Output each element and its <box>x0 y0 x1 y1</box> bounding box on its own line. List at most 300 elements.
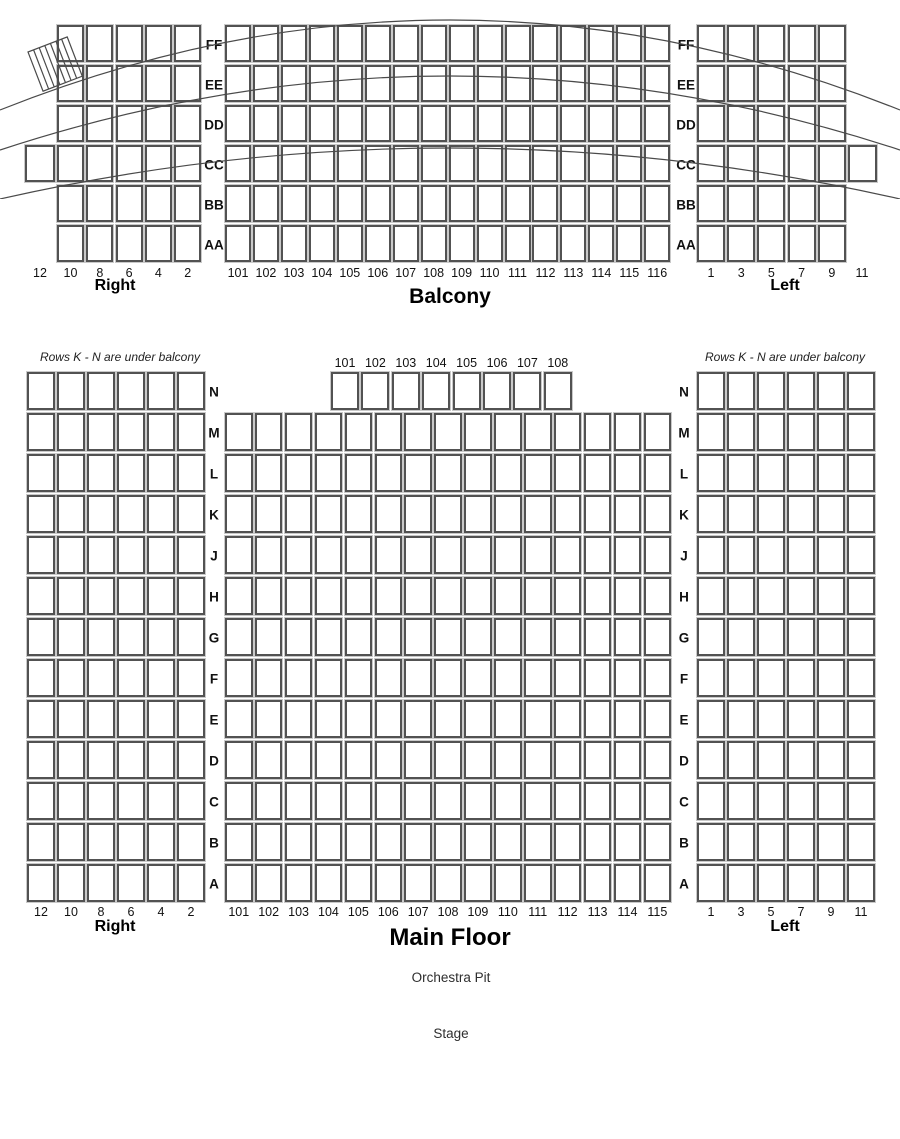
seat-main-G-114[interactable] <box>614 618 642 656</box>
seat-main-M-109[interactable] <box>464 413 492 451</box>
seat-main-B-9[interactable] <box>817 823 845 861</box>
seat-main-A-107[interactable] <box>404 864 432 902</box>
seat-main-E-1[interactable] <box>697 700 725 738</box>
seat-main-L-108[interactable] <box>434 454 462 492</box>
seat-main-M-102[interactable] <box>255 413 283 451</box>
seat-main-B-113[interactable] <box>584 823 612 861</box>
seat-balcony-AA-10[interactable] <box>57 225 84 262</box>
seat-main-F-9[interactable] <box>817 659 845 697</box>
seat-main-D-7[interactable] <box>787 741 815 779</box>
seat-main-H-102[interactable] <box>255 577 283 615</box>
seat-balcony-AA-102[interactable] <box>253 225 279 262</box>
seat-main-G-5[interactable] <box>757 618 785 656</box>
seat-main-E-115[interactable] <box>644 700 672 738</box>
seat-balcony-AA-114[interactable] <box>588 225 614 262</box>
seat-main-M-104[interactable] <box>315 413 343 451</box>
seat-main-E-8[interactable] <box>87 700 115 738</box>
seat-main-K-7[interactable] <box>787 495 815 533</box>
seat-main-H-1[interactable] <box>697 577 725 615</box>
seat-main-J-104[interactable] <box>315 536 343 574</box>
seat-main-C-103[interactable] <box>285 782 313 820</box>
seat-main-N-3[interactable] <box>727 372 755 410</box>
seat-main-M-114[interactable] <box>614 413 642 451</box>
seat-main-F-10[interactable] <box>57 659 85 697</box>
seat-main-D-10[interactable] <box>57 741 85 779</box>
seat-main-D-110[interactable] <box>494 741 522 779</box>
seat-main-A-114[interactable] <box>614 864 642 902</box>
seat-main-D-1[interactable] <box>697 741 725 779</box>
seat-main-G-101[interactable] <box>225 618 253 656</box>
seat-main-E-109[interactable] <box>464 700 492 738</box>
seat-main-E-105[interactable] <box>345 700 373 738</box>
seat-main-J-4[interactable] <box>147 536 175 574</box>
seat-main-K-105[interactable] <box>345 495 373 533</box>
seat-balcony-AA-111[interactable] <box>505 225 531 262</box>
seat-main-F-107[interactable] <box>404 659 432 697</box>
seat-main-F-11[interactable] <box>847 659 875 697</box>
seat-main-H-3[interactable] <box>727 577 755 615</box>
seat-balcony-AA-108[interactable] <box>421 225 447 262</box>
seat-main-N-105[interactable] <box>453 372 481 410</box>
seat-main-F-8[interactable] <box>87 659 115 697</box>
seat-main-A-115[interactable] <box>644 864 672 902</box>
seat-main-N-2[interactable] <box>177 372 205 410</box>
seat-main-L-7[interactable] <box>787 454 815 492</box>
seat-main-H-113[interactable] <box>584 577 612 615</box>
seat-main-A-101[interactable] <box>225 864 253 902</box>
seat-main-J-7[interactable] <box>787 536 815 574</box>
seat-main-M-101[interactable] <box>225 413 253 451</box>
seat-main-B-10[interactable] <box>57 823 85 861</box>
seat-main-L-112[interactable] <box>554 454 582 492</box>
seat-main-K-1[interactable] <box>697 495 725 533</box>
seat-main-K-8[interactable] <box>87 495 115 533</box>
seat-main-J-101[interactable] <box>225 536 253 574</box>
seat-main-F-104[interactable] <box>315 659 343 697</box>
seat-main-N-4[interactable] <box>147 372 175 410</box>
seat-main-L-9[interactable] <box>817 454 845 492</box>
seat-main-A-109[interactable] <box>464 864 492 902</box>
seat-main-E-9[interactable] <box>817 700 845 738</box>
seat-main-M-113[interactable] <box>584 413 612 451</box>
seat-main-A-8[interactable] <box>87 864 115 902</box>
seat-main-N-1[interactable] <box>697 372 725 410</box>
seat-main-M-1[interactable] <box>697 413 725 451</box>
seat-main-G-8[interactable] <box>87 618 115 656</box>
seat-main-G-105[interactable] <box>345 618 373 656</box>
seat-main-A-11[interactable] <box>847 864 875 902</box>
seat-main-E-103[interactable] <box>285 700 313 738</box>
seat-main-A-3[interactable] <box>727 864 755 902</box>
seat-main-A-103[interactable] <box>285 864 313 902</box>
seat-main-J-111[interactable] <box>524 536 552 574</box>
seat-main-E-101[interactable] <box>225 700 253 738</box>
seat-main-C-106[interactable] <box>375 782 403 820</box>
seat-main-D-108[interactable] <box>434 741 462 779</box>
seat-main-M-5[interactable] <box>757 413 785 451</box>
seat-main-D-4[interactable] <box>147 741 175 779</box>
seat-main-B-3[interactable] <box>727 823 755 861</box>
seat-main-K-115[interactable] <box>644 495 672 533</box>
seat-balcony-AA-110[interactable] <box>477 225 503 262</box>
seat-main-B-111[interactable] <box>524 823 552 861</box>
seat-main-H-111[interactable] <box>524 577 552 615</box>
seat-main-H-105[interactable] <box>345 577 373 615</box>
seat-balcony-AA-6[interactable] <box>116 225 143 262</box>
seat-main-J-109[interactable] <box>464 536 492 574</box>
seat-main-N-104[interactable] <box>422 372 450 410</box>
seat-main-H-7[interactable] <box>787 577 815 615</box>
seat-main-H-2[interactable] <box>177 577 205 615</box>
seat-main-B-2[interactable] <box>177 823 205 861</box>
seat-balcony-AA-109[interactable] <box>449 225 475 262</box>
seat-main-E-4[interactable] <box>147 700 175 738</box>
seat-main-A-4[interactable] <box>147 864 175 902</box>
seat-main-L-104[interactable] <box>315 454 343 492</box>
seat-main-E-3[interactable] <box>727 700 755 738</box>
seat-main-E-11[interactable] <box>847 700 875 738</box>
seat-main-K-10[interactable] <box>57 495 85 533</box>
seat-main-K-106[interactable] <box>375 495 403 533</box>
seat-main-D-8[interactable] <box>87 741 115 779</box>
seat-main-A-7[interactable] <box>787 864 815 902</box>
seat-balcony-AA-9[interactable] <box>818 225 846 262</box>
seat-main-C-101[interactable] <box>225 782 253 820</box>
seat-main-L-3[interactable] <box>727 454 755 492</box>
seat-main-C-5[interactable] <box>757 782 785 820</box>
seat-main-K-3[interactable] <box>727 495 755 533</box>
seat-main-H-6[interactable] <box>117 577 145 615</box>
seat-main-J-10[interactable] <box>57 536 85 574</box>
seat-main-N-102[interactable] <box>361 372 389 410</box>
seat-main-A-102[interactable] <box>255 864 283 902</box>
seat-main-G-3[interactable] <box>727 618 755 656</box>
seat-main-A-12[interactable] <box>27 864 55 902</box>
seat-main-M-107[interactable] <box>404 413 432 451</box>
seat-main-E-107[interactable] <box>404 700 432 738</box>
seat-main-J-5[interactable] <box>757 536 785 574</box>
seat-main-G-1[interactable] <box>697 618 725 656</box>
seat-main-K-11[interactable] <box>847 495 875 533</box>
seat-main-B-107[interactable] <box>404 823 432 861</box>
seat-balcony-AA-1[interactable] <box>697 225 725 262</box>
seat-main-B-106[interactable] <box>375 823 403 861</box>
seat-main-E-12[interactable] <box>27 700 55 738</box>
seat-main-H-114[interactable] <box>614 577 642 615</box>
seat-main-M-111[interactable] <box>524 413 552 451</box>
seat-main-K-9[interactable] <box>817 495 845 533</box>
seat-main-H-108[interactable] <box>434 577 462 615</box>
seat-main-B-8[interactable] <box>87 823 115 861</box>
seat-main-D-6[interactable] <box>117 741 145 779</box>
seat-main-D-9[interactable] <box>817 741 845 779</box>
seat-main-B-101[interactable] <box>225 823 253 861</box>
seat-main-K-104[interactable] <box>315 495 343 533</box>
seat-balcony-AA-105[interactable] <box>337 225 363 262</box>
seat-main-N-12[interactable] <box>27 372 55 410</box>
seat-balcony-AA-115[interactable] <box>616 225 642 262</box>
seat-main-J-106[interactable] <box>375 536 403 574</box>
seat-main-F-12[interactable] <box>27 659 55 697</box>
seat-main-A-6[interactable] <box>117 864 145 902</box>
seat-main-A-105[interactable] <box>345 864 373 902</box>
seat-main-C-112[interactable] <box>554 782 582 820</box>
seat-main-B-4[interactable] <box>147 823 175 861</box>
seat-main-F-113[interactable] <box>584 659 612 697</box>
seat-main-L-6[interactable] <box>117 454 145 492</box>
seat-main-G-106[interactable] <box>375 618 403 656</box>
seat-main-N-5[interactable] <box>757 372 785 410</box>
seat-main-M-112[interactable] <box>554 413 582 451</box>
seat-main-J-9[interactable] <box>817 536 845 574</box>
seat-main-H-10[interactable] <box>57 577 85 615</box>
seat-main-G-7[interactable] <box>787 618 815 656</box>
seat-main-B-12[interactable] <box>27 823 55 861</box>
seat-main-L-5[interactable] <box>757 454 785 492</box>
seat-main-K-5[interactable] <box>757 495 785 533</box>
seat-main-B-115[interactable] <box>644 823 672 861</box>
seat-main-N-10[interactable] <box>57 372 85 410</box>
seat-balcony-AA-112[interactable] <box>532 225 558 262</box>
seat-main-F-110[interactable] <box>494 659 522 697</box>
seat-main-M-12[interactable] <box>27 413 55 451</box>
seat-main-M-8[interactable] <box>87 413 115 451</box>
seat-main-J-113[interactable] <box>584 536 612 574</box>
seat-main-H-106[interactable] <box>375 577 403 615</box>
seat-main-A-106[interactable] <box>375 864 403 902</box>
seat-main-E-112[interactable] <box>554 700 582 738</box>
seat-main-L-2[interactable] <box>177 454 205 492</box>
seat-main-E-114[interactable] <box>614 700 642 738</box>
seat-main-C-108[interactable] <box>434 782 462 820</box>
seat-balcony-AA-107[interactable] <box>393 225 419 262</box>
seat-main-C-8[interactable] <box>87 782 115 820</box>
seat-main-L-11[interactable] <box>847 454 875 492</box>
seat-main-C-115[interactable] <box>644 782 672 820</box>
seat-main-A-104[interactable] <box>315 864 343 902</box>
seat-main-D-114[interactable] <box>614 741 642 779</box>
seat-main-C-114[interactable] <box>614 782 642 820</box>
seat-main-F-105[interactable] <box>345 659 373 697</box>
seat-balcony-AA-103[interactable] <box>281 225 307 262</box>
seat-main-M-7[interactable] <box>787 413 815 451</box>
seat-main-J-2[interactable] <box>177 536 205 574</box>
seat-main-F-102[interactable] <box>255 659 283 697</box>
seat-main-F-111[interactable] <box>524 659 552 697</box>
seat-main-B-108[interactable] <box>434 823 462 861</box>
seat-main-J-1[interactable] <box>697 536 725 574</box>
seat-main-B-7[interactable] <box>787 823 815 861</box>
seat-main-H-107[interactable] <box>404 577 432 615</box>
seat-main-A-2[interactable] <box>177 864 205 902</box>
seat-main-M-6[interactable] <box>117 413 145 451</box>
seat-main-F-103[interactable] <box>285 659 313 697</box>
seat-main-D-2[interactable] <box>177 741 205 779</box>
seat-main-J-115[interactable] <box>644 536 672 574</box>
seat-main-A-1[interactable] <box>697 864 725 902</box>
seat-main-J-107[interactable] <box>404 536 432 574</box>
seat-main-F-6[interactable] <box>117 659 145 697</box>
seat-main-K-12[interactable] <box>27 495 55 533</box>
seat-main-C-109[interactable] <box>464 782 492 820</box>
seat-main-G-107[interactable] <box>404 618 432 656</box>
seat-main-J-6[interactable] <box>117 536 145 574</box>
seat-main-H-5[interactable] <box>757 577 785 615</box>
seat-main-G-103[interactable] <box>285 618 313 656</box>
seat-balcony-AA-8[interactable] <box>86 225 113 262</box>
seat-main-N-9[interactable] <box>817 372 845 410</box>
seat-main-L-107[interactable] <box>404 454 432 492</box>
seat-main-C-1[interactable] <box>697 782 725 820</box>
seat-main-B-114[interactable] <box>614 823 642 861</box>
seat-main-C-10[interactable] <box>57 782 85 820</box>
seat-main-E-104[interactable] <box>315 700 343 738</box>
seat-main-D-104[interactable] <box>315 741 343 779</box>
seat-main-M-4[interactable] <box>147 413 175 451</box>
seat-balcony-AA-101[interactable] <box>225 225 251 262</box>
seat-main-M-106[interactable] <box>375 413 403 451</box>
seat-main-J-112[interactable] <box>554 536 582 574</box>
seat-main-N-7[interactable] <box>787 372 815 410</box>
seat-main-F-114[interactable] <box>614 659 642 697</box>
seat-main-B-104[interactable] <box>315 823 343 861</box>
seat-main-D-12[interactable] <box>27 741 55 779</box>
seat-main-D-115[interactable] <box>644 741 672 779</box>
seat-main-L-1[interactable] <box>697 454 725 492</box>
seat-main-L-105[interactable] <box>345 454 373 492</box>
seat-main-M-110[interactable] <box>494 413 522 451</box>
seat-main-B-112[interactable] <box>554 823 582 861</box>
seat-main-D-111[interactable] <box>524 741 552 779</box>
seat-main-J-102[interactable] <box>255 536 283 574</box>
seat-main-G-111[interactable] <box>524 618 552 656</box>
seat-main-E-113[interactable] <box>584 700 612 738</box>
seat-main-J-12[interactable] <box>27 536 55 574</box>
seat-main-N-101[interactable] <box>331 372 359 410</box>
seat-main-H-115[interactable] <box>644 577 672 615</box>
seat-main-C-2[interactable] <box>177 782 205 820</box>
seat-main-H-110[interactable] <box>494 577 522 615</box>
seat-main-D-106[interactable] <box>375 741 403 779</box>
seat-main-H-9[interactable] <box>817 577 845 615</box>
seat-main-L-114[interactable] <box>614 454 642 492</box>
seat-main-M-11[interactable] <box>847 413 875 451</box>
seat-balcony-AA-4[interactable] <box>145 225 172 262</box>
seat-main-K-114[interactable] <box>614 495 642 533</box>
seat-balcony-AA-113[interactable] <box>560 225 586 262</box>
seat-main-E-2[interactable] <box>177 700 205 738</box>
seat-main-K-110[interactable] <box>494 495 522 533</box>
seat-main-E-6[interactable] <box>117 700 145 738</box>
seat-main-F-108[interactable] <box>434 659 462 697</box>
seat-main-L-102[interactable] <box>255 454 283 492</box>
seat-main-J-105[interactable] <box>345 536 373 574</box>
seat-balcony-AA-7[interactable] <box>788 225 816 262</box>
seat-main-F-4[interactable] <box>147 659 175 697</box>
seat-main-M-2[interactable] <box>177 413 205 451</box>
seat-main-L-110[interactable] <box>494 454 522 492</box>
seat-main-M-3[interactable] <box>727 413 755 451</box>
seat-main-F-109[interactable] <box>464 659 492 697</box>
seat-main-N-108[interactable] <box>544 372 572 410</box>
seat-main-D-102[interactable] <box>255 741 283 779</box>
seat-main-K-6[interactable] <box>117 495 145 533</box>
seat-main-C-3[interactable] <box>727 782 755 820</box>
seat-main-D-105[interactable] <box>345 741 373 779</box>
seat-main-L-111[interactable] <box>524 454 552 492</box>
seat-main-F-7[interactable] <box>787 659 815 697</box>
seat-main-D-3[interactable] <box>727 741 755 779</box>
seat-main-J-108[interactable] <box>434 536 462 574</box>
seat-main-G-2[interactable] <box>177 618 205 656</box>
seat-main-G-6[interactable] <box>117 618 145 656</box>
seat-main-D-107[interactable] <box>404 741 432 779</box>
seat-main-H-12[interactable] <box>27 577 55 615</box>
seat-main-H-103[interactable] <box>285 577 313 615</box>
seat-main-E-108[interactable] <box>434 700 462 738</box>
seat-main-M-9[interactable] <box>817 413 845 451</box>
seat-main-G-9[interactable] <box>817 618 845 656</box>
seat-main-E-106[interactable] <box>375 700 403 738</box>
seat-main-K-102[interactable] <box>255 495 283 533</box>
seat-main-F-1[interactable] <box>697 659 725 697</box>
seat-balcony-AA-3[interactable] <box>727 225 755 262</box>
seat-main-L-12[interactable] <box>27 454 55 492</box>
seat-main-B-11[interactable] <box>847 823 875 861</box>
seat-main-B-109[interactable] <box>464 823 492 861</box>
seat-main-G-109[interactable] <box>464 618 492 656</box>
seat-main-L-115[interactable] <box>644 454 672 492</box>
seat-main-F-106[interactable] <box>375 659 403 697</box>
seat-main-D-109[interactable] <box>464 741 492 779</box>
seat-main-N-107[interactable] <box>513 372 541 410</box>
seat-main-A-111[interactable] <box>524 864 552 902</box>
seat-main-N-6[interactable] <box>117 372 145 410</box>
seat-main-C-107[interactable] <box>404 782 432 820</box>
seat-main-F-115[interactable] <box>644 659 672 697</box>
seat-main-F-3[interactable] <box>727 659 755 697</box>
seat-main-B-5[interactable] <box>757 823 785 861</box>
seat-main-K-112[interactable] <box>554 495 582 533</box>
seat-main-B-6[interactable] <box>117 823 145 861</box>
seat-main-C-110[interactable] <box>494 782 522 820</box>
seat-main-C-11[interactable] <box>847 782 875 820</box>
seat-main-C-104[interactable] <box>315 782 343 820</box>
seat-main-G-4[interactable] <box>147 618 175 656</box>
seat-main-H-112[interactable] <box>554 577 582 615</box>
seat-main-C-12[interactable] <box>27 782 55 820</box>
seat-main-C-113[interactable] <box>584 782 612 820</box>
seat-main-M-103[interactable] <box>285 413 313 451</box>
seat-main-L-8[interactable] <box>87 454 115 492</box>
seat-main-K-103[interactable] <box>285 495 313 533</box>
seat-main-H-109[interactable] <box>464 577 492 615</box>
seat-main-C-7[interactable] <box>787 782 815 820</box>
seat-main-C-4[interactable] <box>147 782 175 820</box>
seat-main-J-110[interactable] <box>494 536 522 574</box>
seat-main-E-5[interactable] <box>757 700 785 738</box>
seat-main-J-11[interactable] <box>847 536 875 574</box>
seat-main-A-110[interactable] <box>494 864 522 902</box>
seat-main-A-5[interactable] <box>757 864 785 902</box>
seat-main-M-105[interactable] <box>345 413 373 451</box>
seat-main-E-102[interactable] <box>255 700 283 738</box>
seat-main-B-105[interactable] <box>345 823 373 861</box>
seat-main-B-1[interactable] <box>697 823 725 861</box>
seat-main-B-110[interactable] <box>494 823 522 861</box>
seat-balcony-AA-104[interactable] <box>309 225 335 262</box>
seat-main-D-103[interactable] <box>285 741 313 779</box>
